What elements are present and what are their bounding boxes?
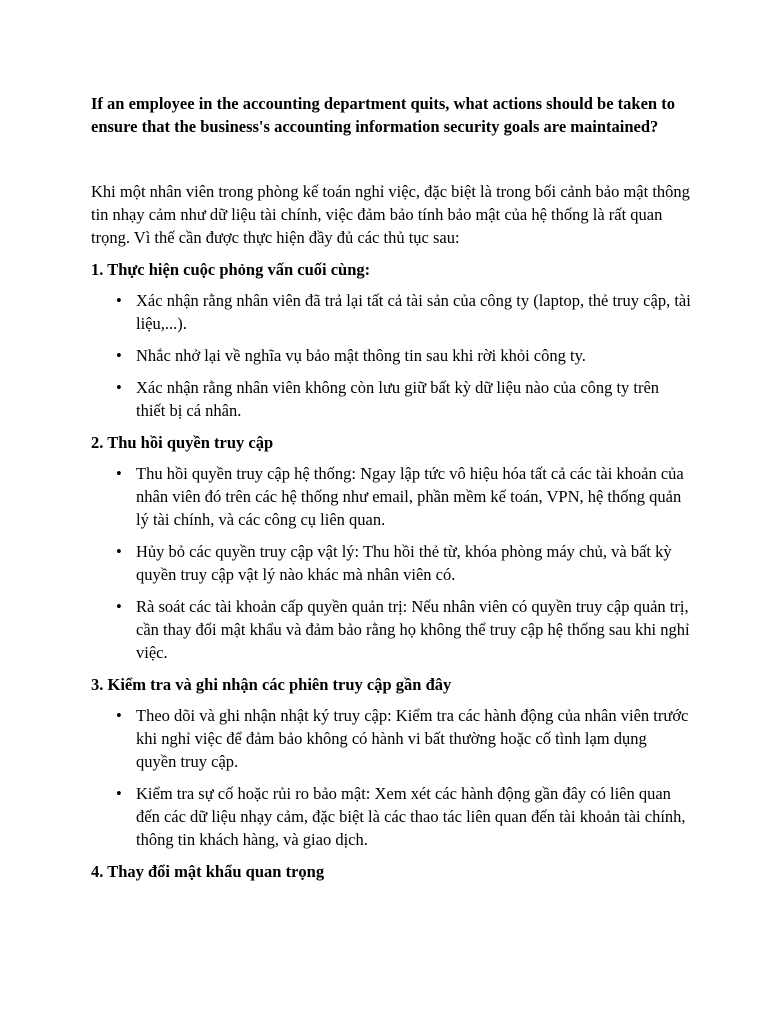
list-item: [91, 462, 691, 531]
bullet-icon: •: [116, 346, 122, 365]
section-heading: 2. Thu hồi quyền truy cập: [91, 433, 274, 452]
list-item-text: Xác nhận rằng nhân viên không còn lưu giữ bất kỳ dữ liệu nào của công ty trên thiết bị cá nhân.: [136, 378, 660, 420]
section-2: [91, 431, 691, 664]
list-item-text: Kiểm tra sự cố hoặc rủi ro bảo mật: Xem xét các hành động gần đây có liên quan đến các dữ liệu nhạy cảm, đặc biệt là các thao tác liên quan đến tài khoản tài chính, thông tin khách hàng, và giao dịch.: [136, 784, 686, 849]
list-item-text: Theo dõi và ghi nhận nhật ký truy cập: Kiểm tra các hành động của nhân viên trước khi nghỉ việc để đảm bảo không có hành vi bất thường hoặc cố tình lạm dụng quyền truy cập.: [136, 706, 689, 771]
section-heading: 3. Kiểm tra và ghi nhận các phiên truy cập gần đây: [91, 675, 452, 694]
list-item-text: Thu hồi quyền truy cập hệ thống: Ngay lập tức vô hiệu hóa tất cả các tài khoản của nhân viên đó trên các hệ thống như email, phần mềm kế toán, VPN, hệ thống quản lý tài chính, và các công cụ liên quan.: [136, 464, 684, 529]
bullet-list: [91, 704, 691, 851]
list-item-text: Hủy bỏ các quyền truy cập vật lý: Thu hồi thẻ từ, khóa phòng máy chủ, và bất kỳ quyền truy cập vật lý nào khác mà nhân viên có.: [136, 542, 672, 584]
bullet-icon: •: [116, 464, 122, 483]
bullet-icon: •: [116, 378, 122, 397]
section-heading: 1. Thực hiện cuộc phỏng vấn cuối cùng:: [91, 260, 371, 279]
list-item: [91, 376, 691, 422]
bullet-icon: •: [116, 597, 122, 616]
bullet-icon: •: [116, 706, 122, 725]
list-item-text: Rà soát các tài khoản cấp quyền quản trị: Nếu nhân viên có quyền truy cập quản trị, cần thay đổi mật khẩu và đảm bảo rằng họ không thể truy cập hệ thống sau khi nghỉ việc.: [136, 597, 690, 662]
list-item-text: Xác nhận rằng nhân viên đã trả lại tất cả tài sản của công ty (laptop, thẻ truy cập, tài liệu,...).: [136, 291, 691, 333]
list-item: [91, 782, 691, 851]
section-4: [91, 860, 691, 883]
bullet-list: [91, 462, 691, 664]
bullet-icon: •: [116, 291, 122, 310]
list-item: [91, 595, 691, 664]
bullet-icon: •: [116, 542, 122, 561]
question-text: If an employee in the accounting department quits, what actions should be taken to ensure that the business's accounting information security goals are maintained?: [91, 94, 675, 136]
section-heading: 4. Thay đổi mật khẩu quan trọng: [91, 862, 325, 881]
intro-paragraph: Khi một nhân viên trong phòng kế toán nghỉ việc, đặc biệt là trong bối cảnh bảo mật thông tin nhạy cảm như dữ liệu tài chính, việc đảm bảo tính bảo mật của hệ thống là rất quan trọng. Vì thế cần được thực hiện đầy đủ các thủ tục sau:: [91, 182, 690, 247]
list-item: [91, 289, 691, 335]
bullet-list: [91, 289, 691, 422]
section-3: [91, 673, 691, 851]
bullet-icon: •: [116, 784, 122, 803]
document-page: [91, 92, 691, 883]
list-item: [91, 344, 691, 367]
list-item-text: Nhắc nhở lại về nghĩa vụ bảo mật thông tin sau khi rời khỏi công ty.: [136, 346, 586, 365]
section-1: [91, 258, 691, 422]
list-item: [91, 704, 691, 773]
list-item: [91, 540, 691, 586]
